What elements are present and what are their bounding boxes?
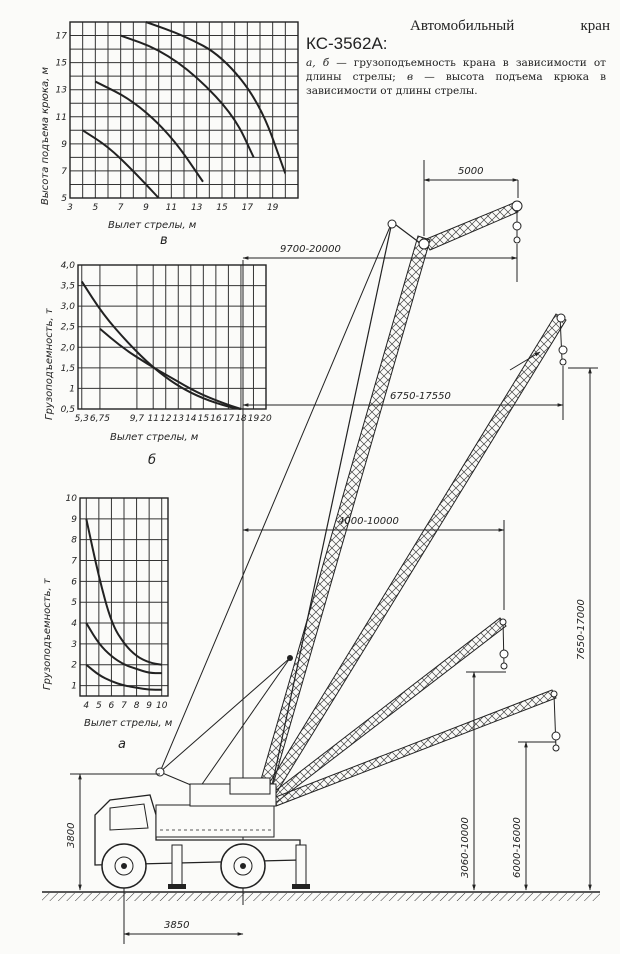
y-tick-label: 15 bbox=[55, 58, 67, 69]
y-tick-label: 13 bbox=[55, 85, 67, 96]
y-tick-label: 8 bbox=[71, 535, 77, 546]
x-tick-label: 5,3 bbox=[74, 414, 89, 424]
x-tick-label: 5 bbox=[92, 203, 99, 213]
y-tick-label: 7 bbox=[71, 556, 77, 567]
chart-b-y-ticks bbox=[61, 261, 76, 415]
front-wheel bbox=[102, 844, 146, 888]
y-tick-label: 2,5 bbox=[60, 322, 75, 333]
series-line-1 bbox=[100, 329, 241, 409]
y-tick-label: 3,0 bbox=[60, 302, 75, 313]
chart-v-panel-label: в bbox=[160, 233, 168, 248]
y-tick-label: 2 bbox=[71, 660, 77, 671]
x-tick-label: 11 bbox=[165, 203, 178, 213]
chart-a-y-ticks bbox=[66, 494, 78, 692]
boom-shortest bbox=[268, 690, 560, 806]
boom-longest bbox=[160, 201, 522, 795]
x-tick-label: 11 bbox=[147, 414, 159, 424]
x-tick-label: 20 bbox=[260, 414, 272, 424]
y-tick-label: 10 bbox=[65, 494, 77, 504]
y-tick-label: 3 bbox=[71, 639, 77, 650]
y-tick-label: 7 bbox=[61, 166, 67, 177]
chart-hook-height bbox=[40, 22, 298, 248]
chart-capacity-long bbox=[44, 261, 272, 468]
chart-b-panel-label: б bbox=[148, 453, 157, 468]
legend-letters-ab: а, б bbox=[306, 57, 330, 69]
x-tick-label: 6 bbox=[108, 701, 115, 711]
chart-a-panel-label: а bbox=[118, 737, 126, 752]
x-tick-label: 12 bbox=[160, 414, 172, 424]
series-line-0 bbox=[82, 281, 241, 409]
x-tick-label: 13 bbox=[172, 414, 184, 424]
crane-elevation bbox=[42, 160, 600, 944]
chart-b-xlabel: Вылет стрелы, м bbox=[110, 432, 199, 443]
caption-model: КС-3562А: bbox=[306, 34, 388, 53]
y-tick-label: 3,5 bbox=[60, 281, 75, 292]
x-tick-label: 17 bbox=[241, 203, 254, 213]
y-tick-label: 9 bbox=[61, 139, 67, 150]
x-tick-label: 14 bbox=[185, 414, 197, 424]
chart-b-grid bbox=[78, 265, 266, 409]
chart-v-x-ticks bbox=[67, 203, 279, 213]
chart-v-xlabel: Вылет стрелы, м bbox=[108, 220, 197, 231]
legend-letter-v: в bbox=[406, 71, 414, 83]
y-tick-label: 1 bbox=[69, 384, 75, 395]
y-tick-label: 11 bbox=[55, 112, 67, 123]
y-tick-label: 6 bbox=[71, 577, 77, 588]
ground-line bbox=[42, 892, 600, 901]
dim-7650-17000: 7650-17000 bbox=[576, 599, 587, 660]
x-tick-label: 9,7 bbox=[129, 414, 145, 424]
dim-6750-17550: 6750-17550 bbox=[390, 391, 451, 402]
x-tick-label: 16 bbox=[210, 414, 222, 424]
chart-a-x-ticks bbox=[83, 701, 167, 711]
caption-title: Автомобильный кран bbox=[410, 18, 610, 34]
x-tick-label: 7 bbox=[117, 203, 124, 213]
dim-6000-16000: 6000-16000 bbox=[512, 817, 523, 878]
chart-v-grid bbox=[70, 22, 298, 198]
x-tick-label: 13 bbox=[190, 203, 203, 213]
dim-3850: 3850 bbox=[164, 920, 190, 931]
y-tick-label: 5 bbox=[71, 598, 77, 609]
y-tick-label: 17 bbox=[55, 31, 67, 42]
chart-a-xlabel: Вылет стрелы, м bbox=[84, 718, 173, 729]
x-tick-label: 8 bbox=[133, 701, 140, 711]
legend-text-2: — высота подъема крюка в зависимости от длины стрелы. bbox=[306, 71, 606, 97]
x-tick-label: 3 bbox=[67, 203, 73, 213]
dim-3060-10000: 3060-10000 bbox=[460, 817, 471, 878]
x-tick-label: 15 bbox=[197, 414, 210, 424]
legend-text-1: — грузоподъемность крана в зависимости от длины стрелы; bbox=[306, 57, 606, 83]
x-tick-label: 9 bbox=[143, 203, 149, 213]
chart-a-ylabel: Грузоподъемность, т bbox=[42, 578, 53, 690]
y-tick-label: 4 bbox=[71, 619, 77, 630]
x-tick-label: 10 bbox=[155, 701, 168, 711]
chart-b-curves bbox=[82, 281, 241, 409]
chart-b-x-ticks bbox=[75, 414, 272, 424]
chart-v-y-ticks bbox=[56, 32, 68, 204]
rear-wheel bbox=[221, 844, 265, 888]
series-line-2 bbox=[121, 36, 254, 158]
y-tick-label: 1,5 bbox=[60, 363, 75, 374]
x-tick-label: 15 bbox=[216, 203, 228, 213]
y-tick-label: 9 bbox=[71, 514, 77, 525]
chart-b-ylabel: Грузоподъемность, т bbox=[44, 308, 55, 420]
x-tick-label: 17 bbox=[222, 414, 235, 424]
dim-5000: 5000 bbox=[458, 166, 484, 177]
dim-4000-10000: 4000-10000 bbox=[338, 516, 399, 527]
dim-9700-20000: 9700-20000 bbox=[280, 244, 341, 255]
x-tick-label: 19 bbox=[247, 414, 260, 424]
y-tick-label: 2,0 bbox=[60, 343, 75, 354]
x-tick-label: 4 bbox=[83, 701, 90, 711]
x-tick-label: 9 bbox=[146, 701, 153, 711]
x-tick-label: 19 bbox=[266, 203, 279, 213]
chart-capacity-short bbox=[42, 494, 173, 752]
chart-a-grid bbox=[80, 498, 168, 696]
y-tick-label: 1 bbox=[71, 681, 77, 692]
y-tick-label: 5 bbox=[61, 194, 67, 204]
series-line-1 bbox=[95, 82, 203, 182]
x-tick-label: 5 bbox=[95, 701, 102, 711]
chart-v-ylabel: Высота подъема крюка, м bbox=[40, 66, 51, 205]
y-tick-label: 0,5 bbox=[60, 405, 75, 415]
x-tick-label: 18 bbox=[235, 414, 247, 424]
x-tick-label: 7 bbox=[121, 701, 127, 711]
y-tick-label: 4,0 bbox=[60, 261, 75, 271]
x-tick-label: 6,75 bbox=[89, 414, 110, 424]
dim-3800: 3800 bbox=[66, 822, 77, 848]
boom-second bbox=[262, 314, 567, 800]
chart-b-frame bbox=[78, 265, 266, 409]
